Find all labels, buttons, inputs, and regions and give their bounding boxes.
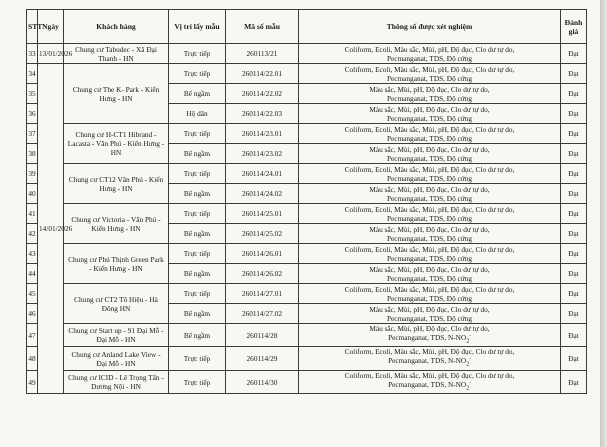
sample-code-cell: 260114/26.02: [226, 264, 299, 284]
params-cell: Màu sắc, Mùi, pH, Độ đục, Clo dư tự do, Pecmanganat, TDS, Độ cứng: [299, 184, 561, 204]
params-cell: Coliform, Ecoli, Màu sắc, Mùi, pH, Độ đục, Clo dư tự do, Pecmanganat, TDS, Độ cứng: [299, 44, 561, 64]
row-stt: 45: [27, 284, 38, 304]
location-cell: Trực tiếp: [169, 204, 226, 224]
evaluation-cell: Đạt: [561, 124, 587, 144]
sample-code-cell: 260114/26.01: [226, 244, 299, 264]
location-cell: Trực tiếp: [169, 64, 226, 84]
table-row: [27, 284, 587, 304]
params-cell: Màu sắc, Mùi, pH, Độ đục, Clo dư tự do, Pecmanganat, TDS, $N-NO_2^-$: [299, 324, 561, 347]
date-cell: 14/01/2026: [38, 64, 64, 394]
location-cell: Trực tiếp: [169, 44, 226, 64]
params-cell: Coliform, Ecoli, Màu sắc, Mùi, pH, Độ đục, Clo dư tự do, Pecmanganat, TDS, $N-NO_2^-$: [299, 370, 561, 393]
params-cell: Coliform, Ecoli, Màu sắc, Mùi, pH, Độ đục, Clo dư tự do, Pecmanganat, TDS, Độ cứng: [299, 284, 561, 304]
header-sample-code: Mã số mẫu: [226, 10, 299, 44]
row-stt: 44: [27, 264, 38, 284]
page-edge: [600, 0, 607, 447]
customer-cell: Chung cư ICID - Lê Trọng Tấn - Dương Nội - HN: [64, 370, 169, 393]
params-cell: Màu sắc, Mùi, pH, Độ đục, Clo dư tự do, Pecmanganat, TDS, Độ cứng: [299, 104, 561, 124]
location-cell: Bể ngầm: [169, 324, 226, 347]
params-cell: Coliform, Ecoli, Màu sắc, Mùi, pH, Độ đục, Clo dư tự do, Pecmanganat, TDS, Độ cứng: [299, 64, 561, 84]
header-params: Thông số được xét nghiệm: [299, 10, 561, 44]
evaluation-cell: Đạt: [561, 347, 587, 370]
row-stt: 43: [27, 244, 38, 264]
header-row: [27, 10, 587, 44]
customer-cell: Chung cư Start up - 91 Đại Mỗ - Đại Mỗ - HN: [64, 324, 169, 347]
location-cell: Trực tiếp: [169, 244, 226, 264]
customer-cell: Chung cư CT12 Văn Phú - Kiến Hưng - HN: [64, 164, 169, 204]
location-cell: Hộ dân: [169, 104, 226, 124]
evaluation-cell: Đạt: [561, 84, 587, 104]
customer-cell: Chung cư CT2 Tô Hiệu - Hà Đông HN: [64, 284, 169, 324]
test-results-table: [26, 9, 587, 394]
table-row: [27, 347, 587, 370]
evaluation-cell: Đạt: [561, 144, 587, 164]
evaluation-cell: Đạt: [561, 184, 587, 204]
customer-cell: Chung cư Phú Thịnh Green Park - Kiến Hưng - HN: [64, 244, 169, 284]
table-row: [27, 164, 587, 184]
table-row: [27, 64, 587, 84]
row-stt: 46: [27, 304, 38, 324]
sample-code-cell: 260114/24.01: [226, 164, 299, 184]
date-cell: 13/01/2026: [38, 44, 64, 64]
evaluation-cell: Đạt: [561, 164, 587, 184]
evaluation-cell: Đạt: [561, 244, 587, 264]
header-customer: Khách hàng: [64, 10, 169, 44]
customer-cell: Chung cư H-CT1 Hibrand -Lacasta - Văn Phú - Kiến Hưng - HN: [64, 124, 169, 164]
row-stt: 42: [27, 224, 38, 244]
evaluation-cell: Đạt: [561, 204, 587, 224]
header-evaluation: Đánh giá: [561, 10, 587, 44]
location-cell: Bể ngầm: [169, 304, 226, 324]
params-cell: Coliform, Ecoli, Màu sắc, Mùi, pH, Độ đục, Clo dư tự do, Pecmanganat, TDS, Độ cứng: [299, 124, 561, 144]
table-row: [27, 324, 587, 347]
row-stt: 36: [27, 104, 38, 124]
params-cell: Màu sắc, Mùi, pH, Độ đục, Clo dư tự do, Pecmanganat, TDS, Độ cứng: [299, 224, 561, 244]
row-stt: 39: [27, 164, 38, 184]
sample-code-cell: 260114/23.01: [226, 124, 299, 144]
sample-code-cell: 260114/24.02: [226, 184, 299, 204]
table-row: [27, 124, 587, 144]
location-cell: Bể ngầm: [169, 264, 226, 284]
location-cell: Bể ngầm: [169, 224, 226, 244]
evaluation-cell: Đạt: [561, 104, 587, 124]
params-cell: Coliform, Ecoli, Màu sắc, Mùi, pH, Độ đục, Clo dư tự do, Pecmanganat, TDS, Độ cứng: [299, 204, 561, 224]
evaluation-cell: Đạt: [561, 44, 587, 64]
location-cell: Trực tiếp: [169, 164, 226, 184]
params-cell: Màu sắc, Mùi, pH, Độ đục, Clo dư tự do, Pecmanganat, TDS, Độ cứng: [299, 84, 561, 104]
location-cell: Trực tiếp: [169, 347, 226, 370]
customer-cell: Chung cư The K- Park - Kiến Hưng - HN: [64, 64, 169, 124]
customer-cell: Chung cư Anland Lake View - Đại Mỗ - HN: [64, 347, 169, 370]
row-stt: 34: [27, 64, 38, 84]
params-cell: Coliform, Ecoli, Màu sắc, Mùi, pH, Độ đục, Clo dư tự do, Pecmanganat, TDS, $N-NO_2^-$: [299, 347, 561, 370]
location-cell: Trực tiếp: [169, 124, 226, 144]
row-stt: 47: [27, 324, 38, 347]
evaluation-cell: Đạt: [561, 324, 587, 347]
row-stt: 49: [27, 370, 38, 393]
header-location: Vị trí lấy mẫu: [169, 10, 226, 44]
params-cell: Coliform, Ecoli, Màu sắc, Mùi, pH, Độ đục, Clo dư tự do, Pecmanganat, TDS, Độ cứng: [299, 244, 561, 264]
table-row: [27, 204, 587, 224]
row-stt: 41: [27, 204, 38, 224]
customer-cell: Chung cư Tabudec - Xã Đại Thanh - HN: [64, 44, 169, 64]
header-stt: STT: [27, 10, 38, 44]
row-stt: 35: [27, 84, 38, 104]
sample-code-cell: 260114/28: [226, 324, 299, 347]
evaluation-cell: Đạt: [561, 284, 587, 304]
table-row: [27, 44, 587, 64]
params-cell: Coliform, Ecoli, Màu sắc, Mùi, pH, Độ đục, Clo dư tự do, Pecmanganat, TDS, Độ cứng: [299, 164, 561, 184]
sample-code-cell: 260114/22.02: [226, 84, 299, 104]
customer-cell: Chung cư Victoria - Văn Phú - Kiến Hưng - HN: [64, 204, 169, 244]
row-stt: 38: [27, 144, 38, 164]
row-stt: 40: [27, 184, 38, 204]
sample-code-cell: 260114/25.02: [226, 224, 299, 244]
sample-code-cell: 260114/30: [226, 370, 299, 393]
evaluation-cell: Đạt: [561, 224, 587, 244]
params-cell: Màu sắc, Mùi, pH, Độ đục, Clo dư tự do, Pecmanganat, TDS, Độ cứng: [299, 144, 561, 164]
sample-code-cell: 260114/25.01: [226, 204, 299, 224]
row-stt: 33: [27, 44, 38, 64]
row-stt: 37: [27, 124, 38, 144]
table-row: [27, 370, 587, 393]
sample-code-cell: 260114/22.01: [226, 64, 299, 84]
evaluation-cell: Đạt: [561, 264, 587, 284]
params-cell: Màu sắc, Mùi, pH, Độ đục, Clo dư tự do, Pecmanganat, TDS, Độ cứng: [299, 264, 561, 284]
sample-code-cell: 260113/21: [226, 44, 299, 64]
row-stt: 48: [27, 347, 38, 370]
table-row: [27, 244, 587, 264]
location-cell: Bể ngầm: [169, 144, 226, 164]
sample-code-cell: 260114/29: [226, 347, 299, 370]
header-date: Ngày: [38, 10, 64, 44]
evaluation-cell: Đạt: [561, 304, 587, 324]
sample-code-cell: 260114/27.02: [226, 304, 299, 324]
evaluation-cell: Đạt: [561, 370, 587, 393]
location-cell: Bể ngầm: [169, 84, 226, 104]
sample-code-cell: 260114/23.02: [226, 144, 299, 164]
location-cell: Trực tiếp: [169, 284, 226, 304]
evaluation-cell: Đạt: [561, 64, 587, 84]
sample-code-cell: 260114/27.01: [226, 284, 299, 304]
location-cell: Trực tiếp: [169, 370, 226, 393]
params-cell: Màu sắc, Mùi, pH, Độ đục, Clo dư tự do, Pecmanganat, TDS, Độ cứng: [299, 304, 561, 324]
sample-code-cell: 260114/22.03: [226, 104, 299, 124]
location-cell: Bể ngầm: [169, 184, 226, 204]
